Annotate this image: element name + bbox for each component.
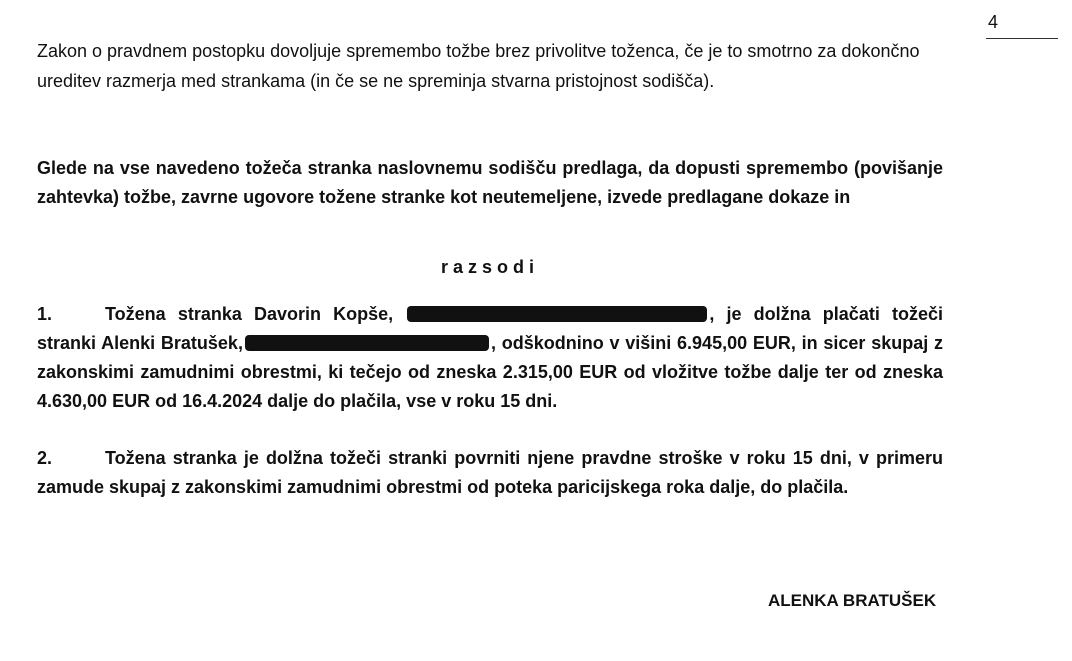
item-1-text-a: Tožena stranka Davorin Kopše,: [105, 304, 394, 324]
page-number-rule: [986, 38, 1058, 39]
item-2-text: Tožena stranka je dolžna tožeči stranki povrniti njene pravdne stroške v roku 15 dni, v primeru zamude skupaj z zakonskimi zamudnimi obrestmi od poteka paricijskega roka dalje, do plačila.: [37, 448, 943, 497]
intro-paragraph: Zakon o pravdnem postopku dovoljuje spremembo tožbe brez privolitve toženca, če je to smotrno za dokončno ureditev razmerja med strankama (in če se ne spreminja stvarna pristojnost sodišča).: [37, 41, 920, 91]
ruling-heading: razsodi: [440, 257, 540, 277]
redaction-bar: [407, 306, 707, 322]
item-1-text-c: , odškodnino v višini 6.945,00 EUR, in sicer skupaj z zakonskimi zamudnimi obrestmi, ki tečejo od zneska 2.315,00 EUR od vložitve tožbe dalje ter od zneska 4.630,00 EUR od 16.4.2024 dalje do plačila, vse v roku 15 dni.: [37, 333, 943, 411]
item-1-number: 1.: [37, 304, 53, 324]
ruling-item-2: [37, 444, 943, 502]
page-number: 4: [988, 12, 999, 32]
item-2-number: 2.: [37, 448, 53, 468]
item-1-text-b: , je dolžna plačati tožeči stranki Alenki Bratušek,: [37, 304, 943, 353]
ruling-item-1: [37, 300, 943, 416]
signature-name: ALENKA BRATUŠEK: [768, 591, 937, 610]
redaction-bar: [245, 335, 489, 351]
proposal-paragraph: Glede na vse navedeno tožeča stranka naslovnemu sodišču predlaga, da dopusti spremembo (povišanje zahtevka) tožbe, zavrne ugovore tožene stranke kot neutemeljene, izvede predlagane dokaze in: [37, 158, 943, 207]
